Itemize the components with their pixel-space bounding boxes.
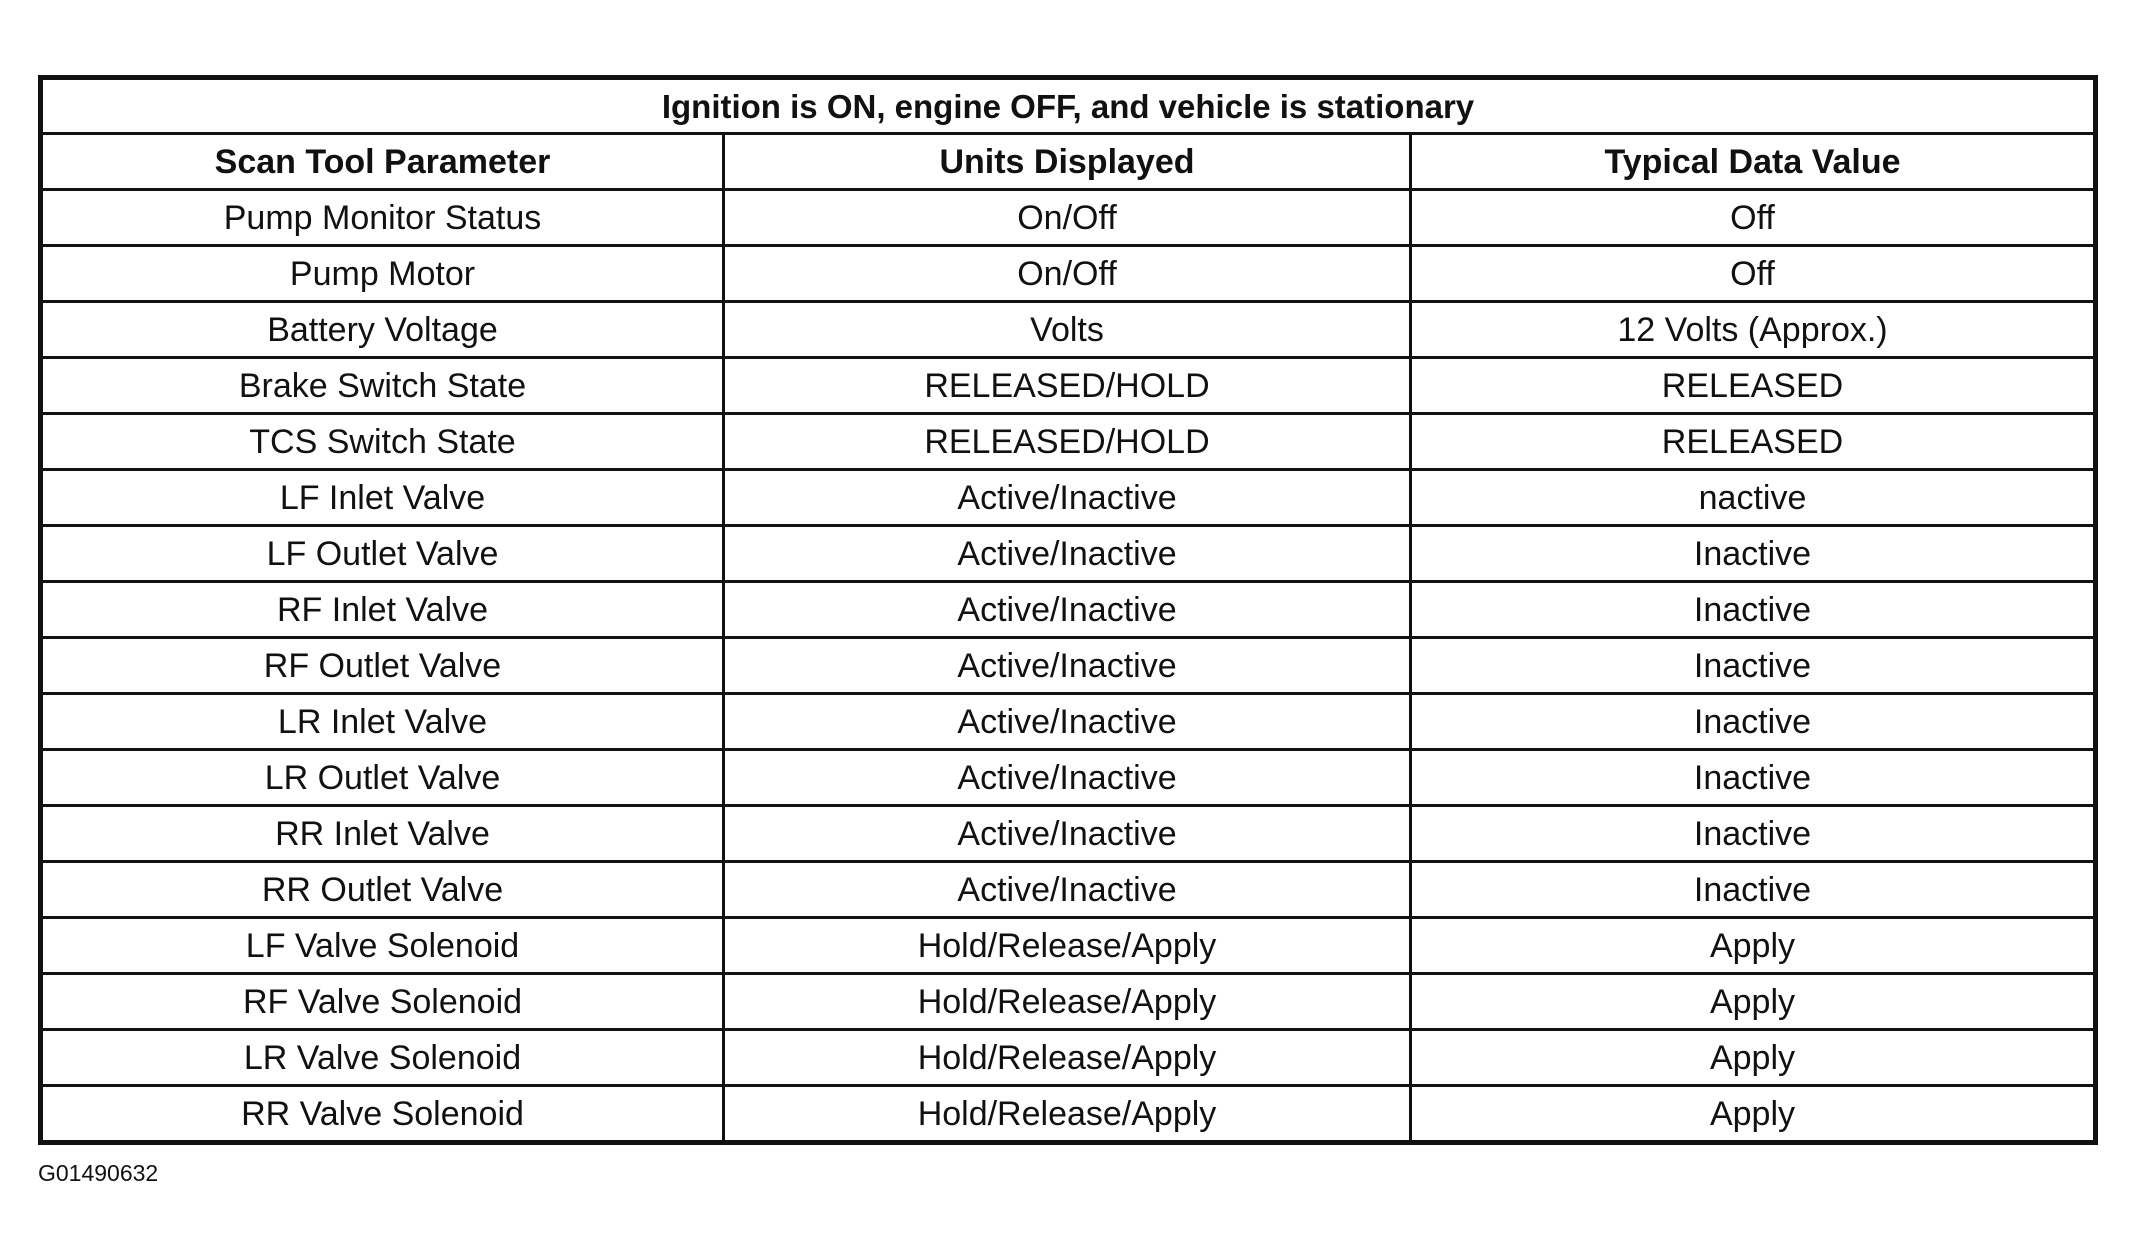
scan-tool-data-table [38,75,2098,1145]
typical-value-cell: Off [1411,246,2096,302]
parameter-cell: LR Valve Solenoid [41,1030,724,1086]
typical-value-cell: Inactive [1411,694,2096,750]
typical-value-cell: Inactive [1411,806,2096,862]
table-row [41,750,2096,806]
parameter-cell: Brake Switch State [41,358,724,414]
parameter-cell: Battery Voltage [41,302,724,358]
typical-value-cell: Apply [1411,1086,2096,1143]
parameter-cell: LF Valve Solenoid [41,918,724,974]
units-cell: RELEASED/HOLD [724,414,1411,470]
parameter-cell: LR Outlet Valve [41,750,724,806]
units-cell: Active/Inactive [724,806,1411,862]
units-cell: Hold/Release/Apply [724,918,1411,974]
parameter-cell: LF Outlet Valve [41,526,724,582]
typical-value-cell: nactive [1411,470,2096,526]
units-cell: Active/Inactive [724,750,1411,806]
typical-value-cell: Apply [1411,918,2096,974]
column-header-parameter: Scan Tool Parameter [41,134,724,190]
units-cell: RELEASED/HOLD [724,358,1411,414]
units-cell: Active/Inactive [724,862,1411,918]
parameter-cell: RR Inlet Valve [41,806,724,862]
typical-value-cell: 12 Volts (Approx.) [1411,302,2096,358]
units-cell: Active/Inactive [724,470,1411,526]
units-cell: On/Off [724,190,1411,246]
table-title: Ignition is ON, engine OFF, and vehicle is stationary [41,78,2096,134]
parameter-cell: RR Outlet Valve [41,862,724,918]
table-row [41,974,2096,1030]
typical-value-cell: Apply [1411,974,2096,1030]
units-cell: Volts [724,302,1411,358]
parameter-cell: Pump Monitor Status [41,190,724,246]
parameter-cell: Pump Motor [41,246,724,302]
table-row [41,190,2096,246]
units-cell: Hold/Release/Apply [724,974,1411,1030]
units-cell: Active/Inactive [724,526,1411,582]
parameter-cell: LR Inlet Valve [41,694,724,750]
table-row [41,806,2096,862]
units-cell: Active/Inactive [724,638,1411,694]
units-cell: Hold/Release/Apply [724,1030,1411,1086]
parameter-cell: LF Inlet Valve [41,470,724,526]
typical-value-cell: RELEASED [1411,414,2096,470]
units-cell: On/Off [724,246,1411,302]
table-row [41,246,2096,302]
parameter-cell: TCS Switch State [41,414,724,470]
parameter-cell: RF Valve Solenoid [41,974,724,1030]
table-row [41,582,2096,638]
parameter-cell: RR Valve Solenoid [41,1086,724,1143]
table-row [41,302,2096,358]
table-row [41,918,2096,974]
units-cell: Hold/Release/Apply [724,1086,1411,1143]
table-row [41,470,2096,526]
column-header-units: Units Displayed [724,134,1411,190]
table-row [41,1030,2096,1086]
typical-value-cell: Inactive [1411,526,2096,582]
table-title-row [41,78,2096,134]
units-cell: Active/Inactive [724,582,1411,638]
typical-value-cell: Inactive [1411,638,2096,694]
column-header-typical-value: Typical Data Value [1411,134,2096,190]
typical-value-cell: Off [1411,190,2096,246]
typical-value-cell: RELEASED [1411,358,2096,414]
figure-id: G01490632 [38,1160,159,1186]
table-row [41,638,2096,694]
table-row [41,414,2096,470]
typical-value-cell: Inactive [1411,582,2096,638]
units-cell: Active/Inactive [724,694,1411,750]
table-row [41,1086,2096,1143]
table-row [41,526,2096,582]
typical-value-cell: Inactive [1411,750,2096,806]
table-row [41,862,2096,918]
table-header-row [41,134,2096,190]
typical-value-cell: Apply [1411,1030,2096,1086]
typical-value-cell: Inactive [1411,862,2096,918]
table-row [41,358,2096,414]
parameter-cell: RF Inlet Valve [41,582,724,638]
table-row [41,694,2096,750]
parameter-cell: RF Outlet Valve [41,638,724,694]
